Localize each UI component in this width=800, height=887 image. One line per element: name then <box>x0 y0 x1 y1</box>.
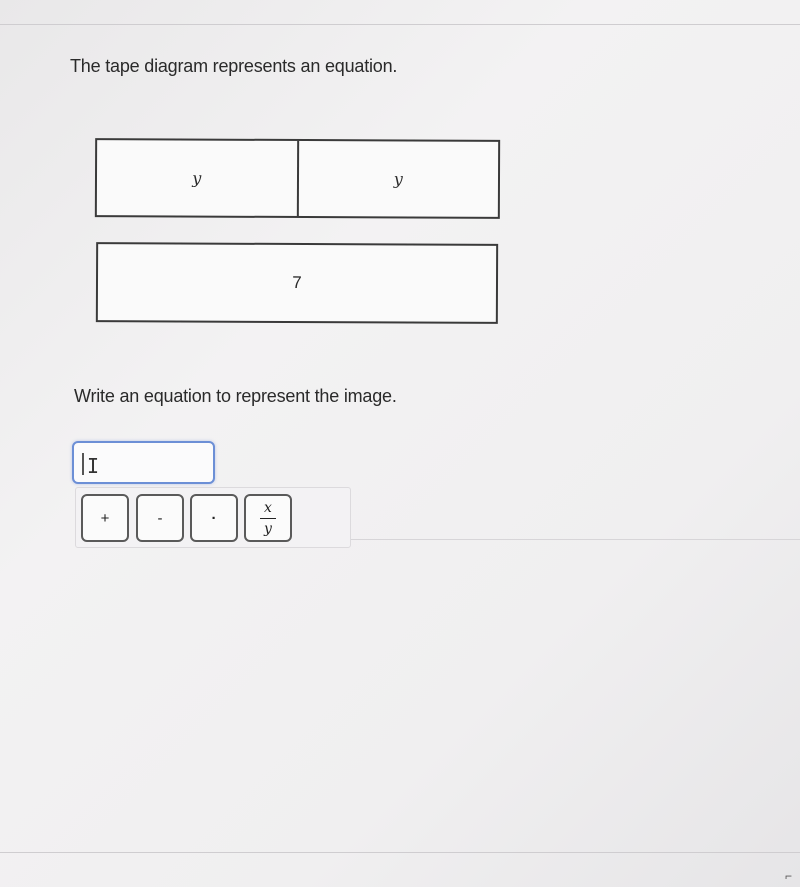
fraction-numerator-label: x <box>264 499 272 516</box>
input-caret <box>82 453 84 475</box>
tape-segment-y-2: y <box>296 141 498 217</box>
tape-diagram-top <box>95 138 500 219</box>
fraction-bar <box>260 518 276 519</box>
question-prompt: The tape diagram represents an equation. <box>70 56 398 76</box>
question-instruction: Write an equation to represent the image. <box>74 386 397 406</box>
text-cursor-icon: I <box>87 454 100 478</box>
tape-segment-total: 7 <box>292 272 302 293</box>
keypad-divider <box>351 539 800 540</box>
fraction-denominator-label: y <box>264 520 272 537</box>
top-divider <box>0 24 800 25</box>
minus-key-button[interactable]: - <box>136 494 184 542</box>
equation-answer-input[interactable] <box>72 441 215 484</box>
multiply-dot-key-button[interactable]: · <box>190 494 238 542</box>
resize-corner-icon: ⌐ <box>784 869 792 883</box>
tape-segment-y-1: y <box>192 168 202 188</box>
bottom-divider <box>0 852 800 853</box>
fraction-key-button[interactable] <box>244 494 292 542</box>
tape-diagram-bottom <box>96 242 498 324</box>
plus-key-button[interactable]: + <box>81 494 129 542</box>
math-keypad <box>75 487 351 548</box>
